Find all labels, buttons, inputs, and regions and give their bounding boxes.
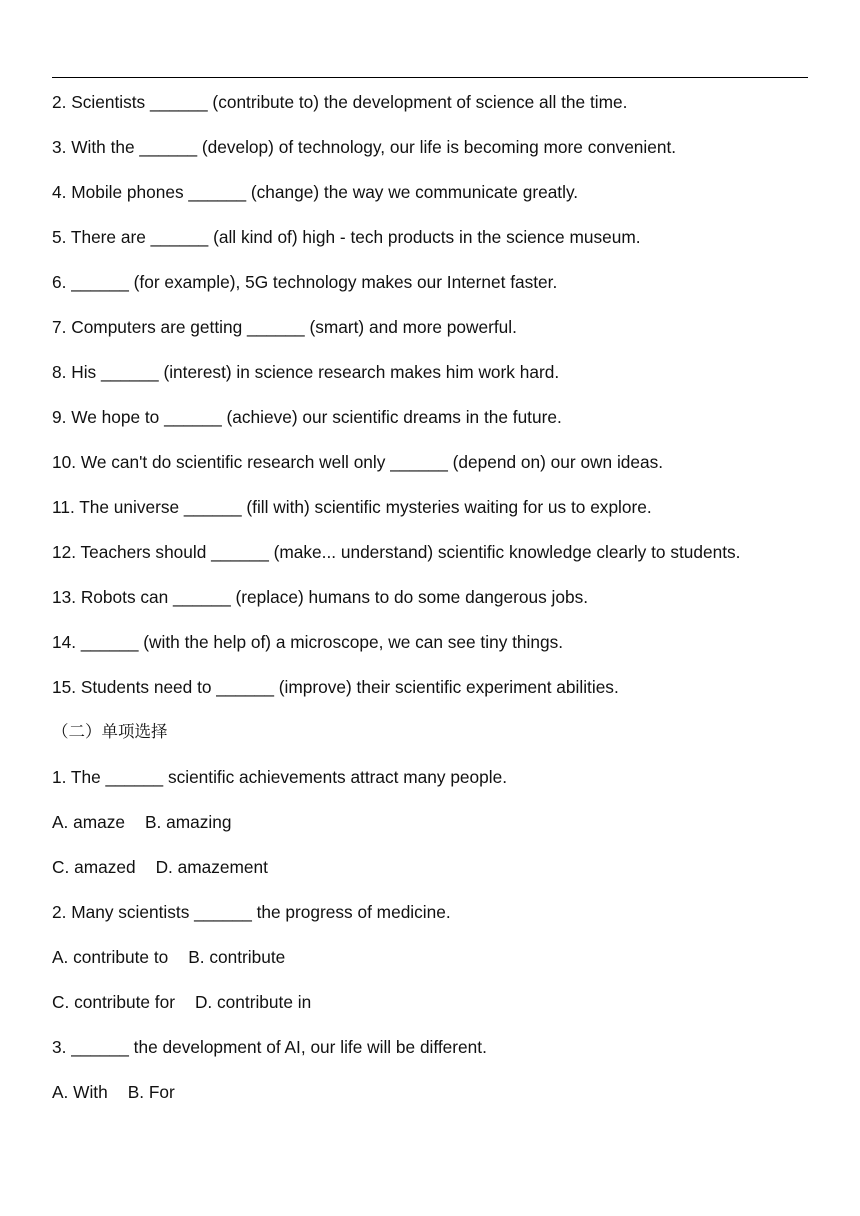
mc-option: A. amaze: [52, 812, 125, 832]
fill-in-item: 3. With the ______ (develop) of technology, our life is becoming more convenient.: [52, 137, 677, 157]
mc-options-row: [52, 853, 822, 898]
mc-option: B. contribute: [188, 947, 286, 967]
mc-option: D. amazement: [155, 857, 268, 877]
mc-question: 1. The ______ scientific achievements attract many people.: [52, 767, 508, 787]
mc-option: D. contribute in: [194, 992, 312, 1012]
mc-question: 3. ______ the development of AI, our life will be different.: [52, 1037, 487, 1057]
mc-question: 2. Many scientists ______ the progress of medicine.: [52, 902, 451, 922]
fill-in-item: 5. There are ______ (all kind of) high - tech products in the science museum.: [52, 227, 641, 247]
exercise-lines: [52, 88, 822, 1123]
fill-in-item: 12. Teachers should ______ (make... understand) scientific knowledge clearly to students.: [52, 542, 741, 562]
mc-options-row: [52, 988, 822, 1033]
mc-option: C. amazed: [52, 857, 136, 877]
fill-in-item: 9. We hope to ______ (achieve) our scientific dreams in the future.: [52, 407, 562, 427]
fill-in-item: 7. Computers are getting ______ (smart) and more powerful.: [52, 317, 517, 337]
fill-in-item: 15. Students need to ______ (improve) their scientific experiment abilities.: [52, 677, 619, 697]
header-rule: [52, 77, 808, 78]
fill-in-item: 4. Mobile phones ______ (change) the way we communicate greatly.: [52, 182, 579, 202]
mc-options-row: [52, 1078, 822, 1123]
mc-options-row: [52, 943, 822, 988]
mc-option: A. With: [52, 1082, 108, 1102]
fill-in-item: 2. Scientists ______ (contribute to) the development of science all the time.: [52, 92, 628, 112]
mc-option: B. For: [127, 1082, 175, 1102]
fill-in-item: 13. Robots can ______ (replace) humans to do some dangerous jobs.: [52, 587, 589, 607]
section-heading: （二）单项选择: [52, 722, 168, 741]
fill-in-item: 10. We can't do scientific research well only ______ (depend on) our own ideas.: [52, 452, 664, 472]
mc-options-row: [52, 808, 822, 853]
fill-in-item: 8. His ______ (interest) in science research makes him work hard.: [52, 362, 560, 382]
fill-in-item: 11. The universe ______ (fill with) scientific mysteries waiting for us to explore.: [52, 497, 652, 517]
fill-in-item: 14. ______ (with the help of) a microscope, we can see tiny things.: [52, 632, 564, 652]
fill-in-item: 6. ______ (for example), 5G technology makes our Internet faster.: [52, 272, 558, 292]
mc-option: C. contribute for: [52, 992, 175, 1012]
mc-option: A. contribute to: [52, 947, 169, 967]
mc-option: B. amazing: [145, 812, 232, 832]
